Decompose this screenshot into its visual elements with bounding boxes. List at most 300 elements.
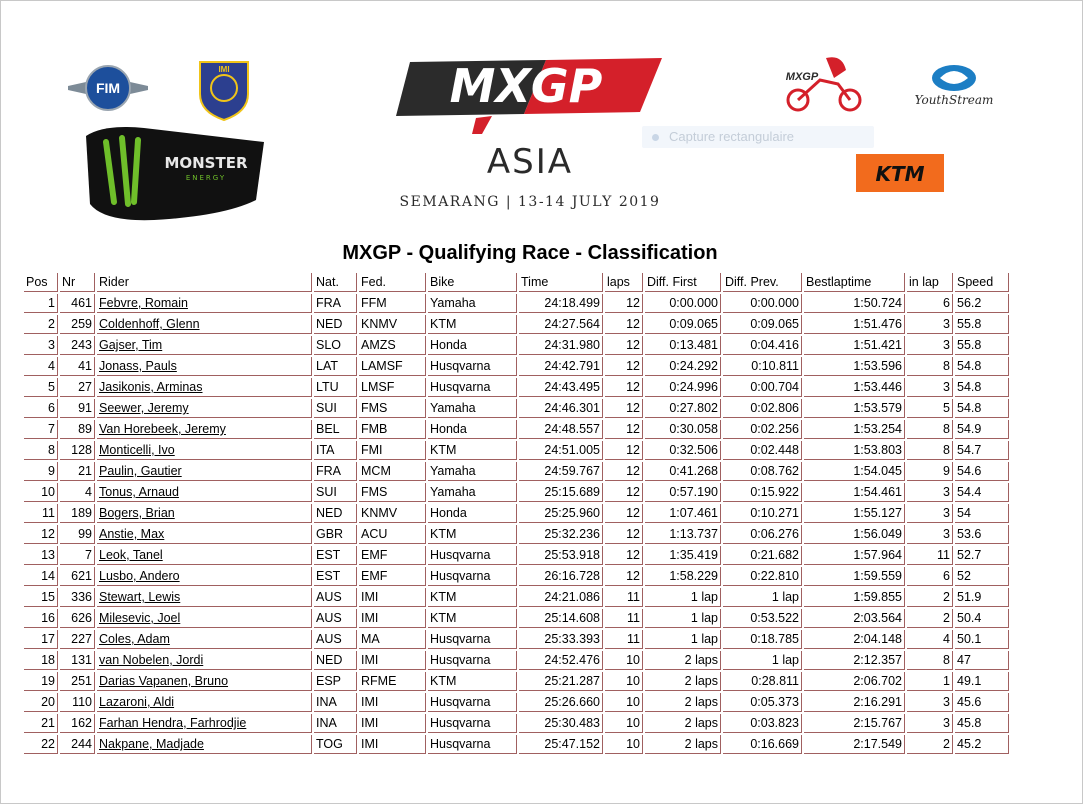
cell-nat: LAT xyxy=(314,357,357,376)
cell-bike: Yamaha xyxy=(428,399,517,418)
cell-bike: Yamaha xyxy=(428,483,517,502)
cell-rider xyxy=(97,567,312,586)
cell-nr: 41 xyxy=(60,357,95,376)
cell-bestlaptime: 1:54.045 xyxy=(804,462,905,481)
cell-pos: 17 xyxy=(24,630,58,649)
cell-diff-first: 2 laps xyxy=(645,735,721,754)
cell-diff-first: 1 lap xyxy=(645,630,721,649)
cell-nr: 251 xyxy=(60,672,95,691)
cell-diff-prev: 0:10.271 xyxy=(723,504,802,523)
cell-pos: 12 xyxy=(24,525,58,544)
cell-speed: 54.6 xyxy=(955,462,1009,481)
rider-link[interactable]: Coldenhoff, Glenn xyxy=(99,317,200,331)
cell-in-lap: 3 xyxy=(907,714,953,733)
cell-time: 25:21.287 xyxy=(519,672,603,691)
cell-diff-prev: 0:21.682 xyxy=(723,546,802,565)
cell-fed: IMI xyxy=(359,693,426,712)
cell-rider xyxy=(97,462,312,481)
cell-bike: Yamaha xyxy=(428,294,517,313)
cell-laps: 12 xyxy=(605,420,643,439)
table-row xyxy=(24,294,1009,313)
cell-pos: 8 xyxy=(24,441,58,460)
cell-nr: 131 xyxy=(60,651,95,670)
cell-bestlaptime: 1:53.254 xyxy=(804,420,905,439)
cell-diff-prev: 0:08.762 xyxy=(723,462,802,481)
cell-pos: 10 xyxy=(24,483,58,502)
cell-fed: RFME xyxy=(359,672,426,691)
cell-in-lap: 3 xyxy=(907,504,953,523)
rider-link[interactable]: Milesevic, Joel xyxy=(99,611,181,625)
cell-nr: 91 xyxy=(60,399,95,418)
mxgp-logo-text: MXGP xyxy=(449,59,603,113)
cell-pos: 11 xyxy=(24,504,58,523)
cell-rider xyxy=(97,378,312,397)
column-header-in-lap: in lap xyxy=(907,273,953,292)
cell-diff-prev: 0:53.522 xyxy=(723,609,802,628)
cell-diff-first: 0:00.000 xyxy=(645,294,721,313)
cell-fed: FFM xyxy=(359,294,426,313)
cell-pos: 14 xyxy=(24,567,58,586)
table-row xyxy=(24,357,1009,376)
cell-laps: 12 xyxy=(605,483,643,502)
cell-diff-prev: 0:10.811 xyxy=(723,357,802,376)
youthstream-logo-text: YouthStream xyxy=(914,93,994,107)
cell-speed: 56.2 xyxy=(955,294,1009,313)
cell-bestlaptime: 2:06.702 xyxy=(804,672,905,691)
column-header-diff-prev: Diff. Prev. xyxy=(723,273,802,292)
cell-nat: ESP xyxy=(314,672,357,691)
cell-rider xyxy=(97,630,312,649)
cell-nat: INA xyxy=(314,693,357,712)
rider-link[interactable]: Farhan Hendra, Farhrodjie xyxy=(99,716,247,730)
monster-logo-text: MONSTER xyxy=(164,154,248,172)
cell-bike: Husqvarna xyxy=(428,693,517,712)
cell-diff-first: 2 laps xyxy=(645,693,721,712)
cell-diff-prev: 0:05.373 xyxy=(723,693,802,712)
cell-diff-first: 2 laps xyxy=(645,714,721,733)
cell-bike: KTM xyxy=(428,441,517,460)
cell-nat: SUI xyxy=(314,399,357,418)
column-header-diff-first: Diff. First xyxy=(645,273,721,292)
cell-in-lap: 3 xyxy=(907,525,953,544)
cell-speed: 52 xyxy=(955,567,1009,586)
cell-pos: 18 xyxy=(24,651,58,670)
cell-rider xyxy=(97,294,312,313)
cell-rider xyxy=(97,525,312,544)
cell-speed: 49.1 xyxy=(955,672,1009,691)
cell-bike: Husqvarna xyxy=(428,651,517,670)
cell-laps: 11 xyxy=(605,609,643,628)
cell-diff-prev: 0:06.276 xyxy=(723,525,802,544)
cell-time: 24:42.791 xyxy=(519,357,603,376)
capture-icon xyxy=(652,134,659,141)
mxgp-small-logo-text: MXGP xyxy=(785,71,819,83)
event-dates: SEMARANG | 13-14 JULY 2019 xyxy=(399,194,661,210)
cell-bestlaptime: 2:17.549 xyxy=(804,735,905,754)
cell-bike: Husqvarna xyxy=(428,378,517,397)
cell-bestlaptime: 1:51.421 xyxy=(804,336,905,355)
youthstream-logo xyxy=(906,62,1002,116)
cell-pos: 4 xyxy=(24,357,58,376)
cell-time: 25:53.918 xyxy=(519,546,603,565)
cell-rider xyxy=(97,672,312,691)
cell-bike: KTM xyxy=(428,672,517,691)
cell-in-lap: 5 xyxy=(907,399,953,418)
cell-rider xyxy=(97,504,312,523)
cell-fed: LAMSF xyxy=(359,357,426,376)
cell-speed: 50.1 xyxy=(955,630,1009,649)
cell-bestlaptime: 1:59.559 xyxy=(804,567,905,586)
table-row xyxy=(24,525,1009,544)
cell-bike: Yamaha xyxy=(428,462,517,481)
table-body xyxy=(24,294,1009,754)
cell-bestlaptime: 1:51.476 xyxy=(804,315,905,334)
cell-bestlaptime: 2:16.291 xyxy=(804,693,905,712)
cell-pos: 15 xyxy=(24,588,58,607)
table-row xyxy=(24,651,1009,670)
cell-fed: MA xyxy=(359,630,426,649)
cell-laps: 12 xyxy=(605,546,643,565)
cell-rider xyxy=(97,357,312,376)
cell-time: 25:14.608 xyxy=(519,609,603,628)
cell-rider xyxy=(97,483,312,502)
rider-link[interactable]: Febvre, Romain xyxy=(99,296,188,310)
event-region: ASIA xyxy=(486,142,574,182)
cell-nat: LTU xyxy=(314,378,357,397)
cell-time: 24:27.564 xyxy=(519,315,603,334)
cell-bike: Honda xyxy=(428,336,517,355)
cell-speed: 45.2 xyxy=(955,735,1009,754)
column-header-nr: Nr xyxy=(60,273,95,292)
rider-link[interactable]: Lazaroni, Aldi xyxy=(99,695,175,709)
table-row xyxy=(24,588,1009,607)
cell-rider xyxy=(97,336,312,355)
cell-time: 24:18.499 xyxy=(519,294,603,313)
mxgp-logo xyxy=(396,54,662,134)
cell-in-lap: 6 xyxy=(907,294,953,313)
table-row xyxy=(24,693,1009,712)
cell-in-lap: 8 xyxy=(907,357,953,376)
column-header-laps: laps xyxy=(605,273,643,292)
cell-speed: 54.8 xyxy=(955,357,1009,376)
cell-pos: 16 xyxy=(24,609,58,628)
cell-laps: 12 xyxy=(605,567,643,586)
cell-nr: 259 xyxy=(60,315,95,334)
cell-rider xyxy=(97,315,312,334)
cell-nr: 99 xyxy=(60,525,95,544)
cell-bestlaptime: 1:53.446 xyxy=(804,378,905,397)
rider-link[interactable]: Jonass, Pauls xyxy=(99,359,177,373)
cell-nat: AUS xyxy=(314,630,357,649)
cell-rider xyxy=(97,735,312,754)
classification-table xyxy=(22,271,1011,756)
cell-in-lap: 6 xyxy=(907,567,953,586)
rider-link[interactable]: Paulin, Gautier xyxy=(99,464,182,478)
cell-nr: 244 xyxy=(60,735,95,754)
rider-link[interactable]: Bogers, Brian xyxy=(99,506,175,520)
cell-pos: 13 xyxy=(24,546,58,565)
cell-speed: 54.8 xyxy=(955,378,1009,397)
table-row xyxy=(24,672,1009,691)
cell-diff-first: 1 lap xyxy=(645,588,721,607)
cell-time: 25:25.960 xyxy=(519,504,603,523)
cell-laps: 12 xyxy=(605,336,643,355)
cell-in-lap: 1 xyxy=(907,672,953,691)
column-header-fed: Fed. xyxy=(359,273,426,292)
cell-speed: 53.6 xyxy=(955,525,1009,544)
rider-link[interactable]: Lusbo, Andero xyxy=(99,569,180,583)
cell-speed: 54.4 xyxy=(955,483,1009,502)
cell-nat: FRA xyxy=(314,294,357,313)
cell-time: 24:52.476 xyxy=(519,651,603,670)
cell-laps: 12 xyxy=(605,294,643,313)
cell-pos: 6 xyxy=(24,399,58,418)
cell-rider xyxy=(97,651,312,670)
cell-in-lap: 2 xyxy=(907,588,953,607)
cell-diff-first: 2 laps xyxy=(645,651,721,670)
cell-nr: 89 xyxy=(60,420,95,439)
table-row xyxy=(24,504,1009,523)
cell-laps: 12 xyxy=(605,525,643,544)
cell-diff-prev: 1 lap xyxy=(723,588,802,607)
cell-time: 24:43.495 xyxy=(519,378,603,397)
cell-fed: FMI xyxy=(359,441,426,460)
cell-nr: 227 xyxy=(60,630,95,649)
cell-rider xyxy=(97,588,312,607)
cell-speed: 52.7 xyxy=(955,546,1009,565)
cell-nr: 189 xyxy=(60,504,95,523)
cell-pos: 22 xyxy=(24,735,58,754)
cell-speed: 54.8 xyxy=(955,399,1009,418)
imi-logo xyxy=(196,58,252,122)
cell-diff-prev: 0:03.823 xyxy=(723,714,802,733)
cell-laps: 12 xyxy=(605,399,643,418)
cell-in-lap: 2 xyxy=(907,735,953,754)
cell-diff-first: 1 lap xyxy=(645,609,721,628)
table-row xyxy=(24,483,1009,502)
table-row xyxy=(24,378,1009,397)
cell-diff-first: 0:24.292 xyxy=(645,357,721,376)
cell-speed: 45.6 xyxy=(955,693,1009,712)
cell-fed: KNMV xyxy=(359,315,426,334)
cell-time: 25:15.689 xyxy=(519,483,603,502)
cell-nr: 27 xyxy=(60,378,95,397)
column-header-nat: Nat. xyxy=(314,273,357,292)
cell-diff-first: 1:13.737 xyxy=(645,525,721,544)
cell-bike: Husqvarna xyxy=(428,630,517,649)
cell-diff-prev: 0:02.806 xyxy=(723,399,802,418)
cell-nat: NED xyxy=(314,651,357,670)
cell-fed: EMF xyxy=(359,567,426,586)
cell-speed: 54.7 xyxy=(955,441,1009,460)
cell-time: 24:31.980 xyxy=(519,336,603,355)
cell-diff-first: 0:13.481 xyxy=(645,336,721,355)
cell-fed: AMZS xyxy=(359,336,426,355)
cell-in-lap: 3 xyxy=(907,483,953,502)
cell-bestlaptime: 2:12.357 xyxy=(804,651,905,670)
cell-bestlaptime: 1:53.579 xyxy=(804,399,905,418)
table-row xyxy=(24,609,1009,628)
cell-nr: 128 xyxy=(60,441,95,460)
cell-laps: 10 xyxy=(605,714,643,733)
cell-time: 25:32.236 xyxy=(519,525,603,544)
page-title: MXGP - Qualifying Race - Classification xyxy=(342,242,718,264)
cell-nr: 243 xyxy=(60,336,95,355)
cell-bike: Husqvarna xyxy=(428,357,517,376)
rider-link[interactable]: Coles, Adam xyxy=(99,632,170,646)
cell-laps: 10 xyxy=(605,693,643,712)
ktm-logo-text: KTM xyxy=(875,162,925,186)
mxgp-nations-logo xyxy=(776,50,872,114)
cell-diff-prev: 0:22.810 xyxy=(723,567,802,586)
cell-diff-first: 0:32.506 xyxy=(645,441,721,460)
cell-nr: 621 xyxy=(60,567,95,586)
cell-fed: EMF xyxy=(359,546,426,565)
cell-bestlaptime: 2:04.148 xyxy=(804,630,905,649)
cell-fed: IMI xyxy=(359,735,426,754)
cell-nat: AUS xyxy=(314,588,357,607)
rider-link[interactable]: Nakpane, Madjade xyxy=(99,737,204,751)
rider-link[interactable]: van Nobelen, Jordi xyxy=(99,653,204,667)
cell-nat: NED xyxy=(314,315,357,334)
column-header-rider: Rider xyxy=(97,273,312,292)
cell-in-lap: 9 xyxy=(907,462,953,481)
cell-in-lap: 11 xyxy=(907,546,953,565)
cell-bike: KTM xyxy=(428,315,517,334)
cell-rider xyxy=(97,420,312,439)
cell-diff-prev: 0:00.704 xyxy=(723,378,802,397)
rider-link[interactable]: Van Horebeek, Jeremy xyxy=(99,422,226,436)
cell-in-lap: 3 xyxy=(907,336,953,355)
column-header-speed: Speed xyxy=(955,273,1009,292)
cell-diff-prev: 0:09.065 xyxy=(723,315,802,334)
column-header-bike: Bike xyxy=(428,273,517,292)
cell-nr: 4 xyxy=(60,483,95,502)
cell-in-lap: 8 xyxy=(907,420,953,439)
cell-bike: KTM xyxy=(428,609,517,628)
cell-speed: 47 xyxy=(955,651,1009,670)
rider-link[interactable]: Seewer, Jeremy xyxy=(99,401,189,415)
rider-link[interactable]: Monticelli, Ivo xyxy=(99,443,175,457)
cell-diff-prev: 0:02.448 xyxy=(723,441,802,460)
cell-nat: INA xyxy=(314,714,357,733)
cell-bike: KTM xyxy=(428,588,517,607)
cell-speed: 55.8 xyxy=(955,315,1009,334)
cell-rider xyxy=(97,714,312,733)
cell-nr: 110 xyxy=(60,693,95,712)
cell-laps: 11 xyxy=(605,588,643,607)
table-row xyxy=(24,336,1009,355)
cell-diff-first: 0:41.268 xyxy=(645,462,721,481)
cell-fed: IMI xyxy=(359,714,426,733)
cell-rider xyxy=(97,441,312,460)
cell-diff-prev: 0:15.922 xyxy=(723,483,802,502)
cell-time: 25:26.660 xyxy=(519,693,603,712)
cell-laps: 12 xyxy=(605,504,643,523)
rider-link[interactable]: Darias Vapanen, Bruno xyxy=(99,674,229,688)
cell-in-lap: 2 xyxy=(907,609,953,628)
cell-in-lap: 8 xyxy=(907,441,953,460)
cell-bestlaptime: 2:03.564 xyxy=(804,609,905,628)
cell-diff-first: 1:35.419 xyxy=(645,546,721,565)
cell-bike: Honda xyxy=(428,420,517,439)
cell-pos: 3 xyxy=(24,336,58,355)
cell-nat: EST xyxy=(314,546,357,565)
cell-bestlaptime: 1:53.803 xyxy=(804,441,905,460)
cell-pos: 5 xyxy=(24,378,58,397)
cell-time: 25:33.393 xyxy=(519,630,603,649)
rider-link[interactable]: Anstie, Max xyxy=(99,527,165,541)
rider-link[interactable]: Leok, Tanel xyxy=(99,548,163,562)
cell-diff-prev: 1 lap xyxy=(723,651,802,670)
fim-logo xyxy=(66,64,150,112)
cell-fed: FMS xyxy=(359,483,426,502)
cell-bestlaptime: 2:15.767 xyxy=(804,714,905,733)
cell-bike: Husqvarna xyxy=(428,567,517,586)
capture-tooltip xyxy=(642,126,874,148)
cell-in-lap: 3 xyxy=(907,378,953,397)
table-row xyxy=(24,462,1009,481)
table-row xyxy=(24,714,1009,733)
cell-pos: 21 xyxy=(24,714,58,733)
column-header-time: Time xyxy=(519,273,603,292)
cell-laps: 12 xyxy=(605,462,643,481)
cell-pos: 19 xyxy=(24,672,58,691)
cell-nat: FRA xyxy=(314,462,357,481)
cell-laps: 10 xyxy=(605,672,643,691)
cell-fed: IMI xyxy=(359,588,426,607)
cell-in-lap: 4 xyxy=(907,630,953,649)
cell-bike: Husqvarna xyxy=(428,735,517,754)
cell-diff-prev: 0:04.416 xyxy=(723,336,802,355)
rider-link[interactable]: Jasikonis, Arminas xyxy=(99,380,203,394)
cell-diff-first: 0:24.996 xyxy=(645,378,721,397)
cell-nr: 21 xyxy=(60,462,95,481)
monster-energy-logo xyxy=(84,124,266,222)
cell-fed: KNMV xyxy=(359,504,426,523)
cell-nr: 336 xyxy=(60,588,95,607)
cell-pos: 7 xyxy=(24,420,58,439)
cell-pos: 9 xyxy=(24,462,58,481)
cell-rider xyxy=(97,399,312,418)
cell-fed: IMI xyxy=(359,609,426,628)
cell-bestlaptime: 1:55.127 xyxy=(804,504,905,523)
cell-pos: 2 xyxy=(24,315,58,334)
cell-diff-first: 1:07.461 xyxy=(645,504,721,523)
cell-nr: 626 xyxy=(60,609,95,628)
imi-logo-text: IMI xyxy=(218,65,230,74)
cell-bestlaptime: 1:54.461 xyxy=(804,483,905,502)
cell-diff-first: 0:57.190 xyxy=(645,483,721,502)
table-row xyxy=(24,399,1009,418)
table-row xyxy=(24,441,1009,460)
cell-laps: 12 xyxy=(605,378,643,397)
cell-nat: NED xyxy=(314,504,357,523)
cell-bestlaptime: 1:53.596 xyxy=(804,357,905,376)
monster-logo-subtext: ENERGY xyxy=(185,174,227,182)
cell-nat: GBR xyxy=(314,525,357,544)
cell-in-lap: 8 xyxy=(907,651,953,670)
cell-nat: TOG xyxy=(314,735,357,754)
rider-link[interactable]: Gajser, Tim xyxy=(99,338,163,352)
rider-link[interactable]: Tonus, Arnaud xyxy=(99,485,179,499)
rider-link[interactable]: Stewart, Lewis xyxy=(99,590,181,604)
cell-time: 26:16.728 xyxy=(519,567,603,586)
cell-time: 24:51.005 xyxy=(519,441,603,460)
cell-time: 24:59.767 xyxy=(519,462,603,481)
cell-nat: SLO xyxy=(314,336,357,355)
cell-bike: Husqvarna xyxy=(428,546,517,565)
